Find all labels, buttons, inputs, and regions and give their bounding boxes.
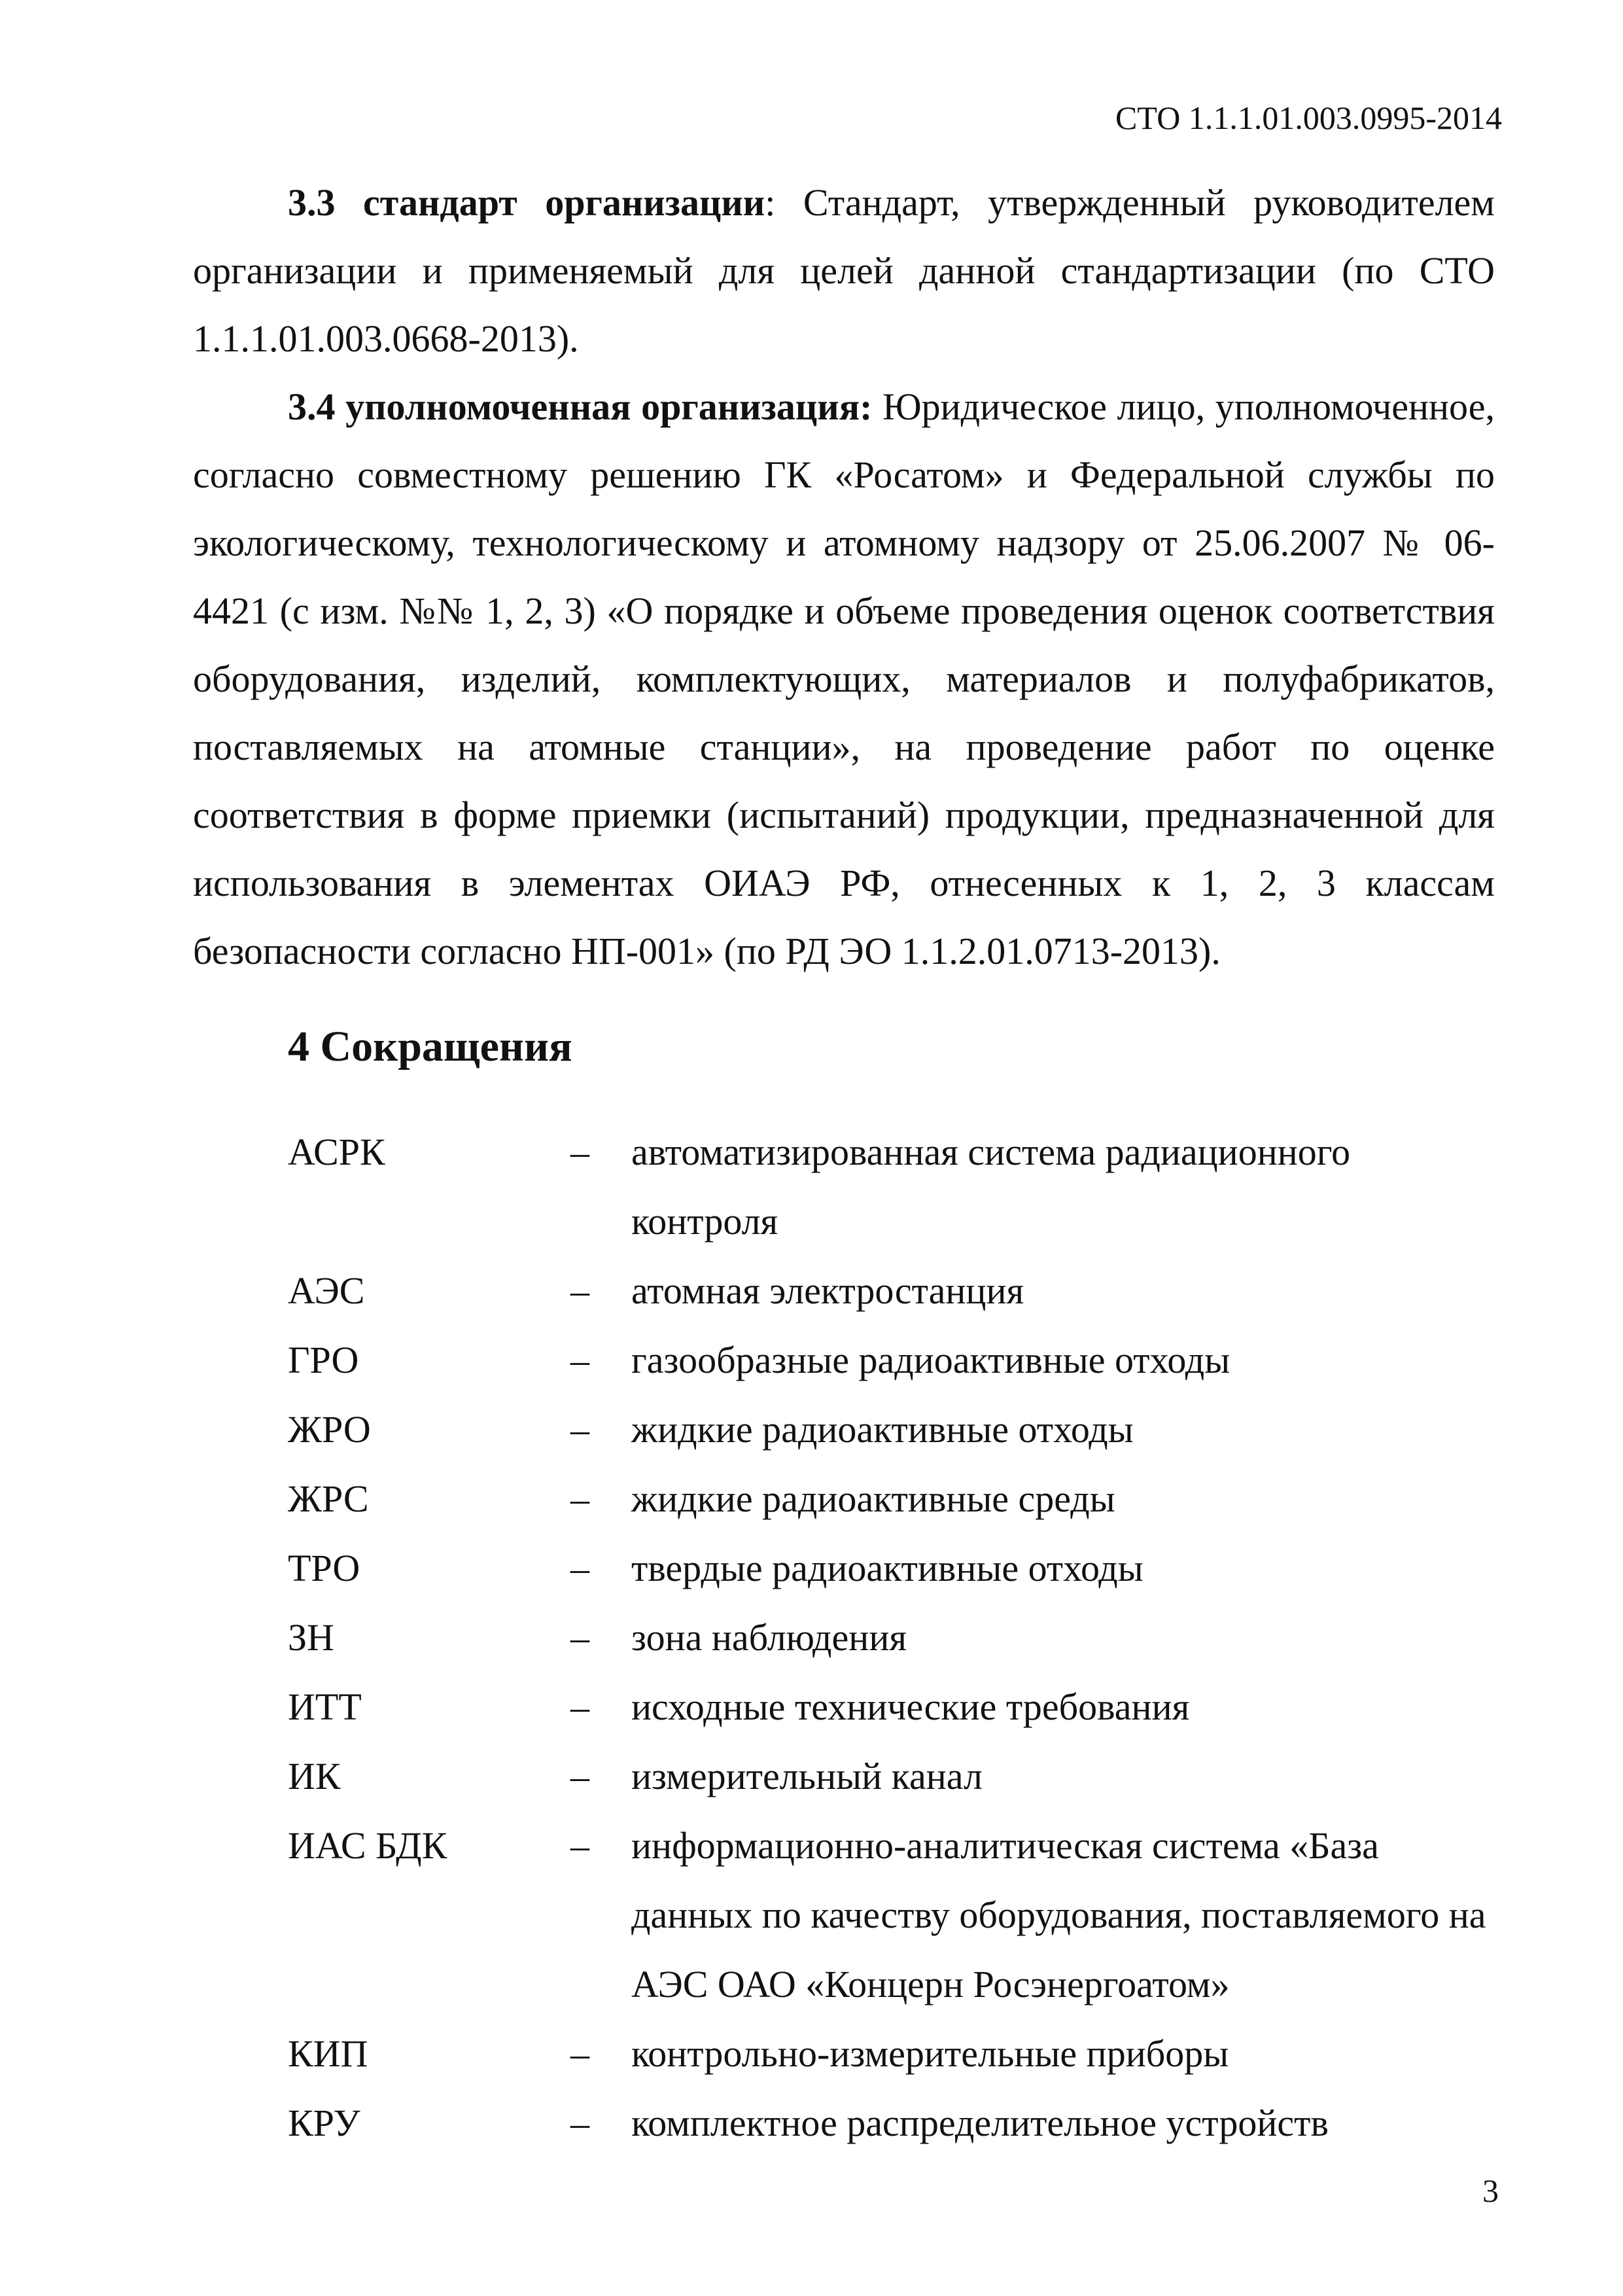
abbreviation-term: ЗН xyxy=(288,1616,334,1659)
abbreviation-row xyxy=(0,1603,1623,1672)
abbreviation-term: ГРО xyxy=(288,1339,359,1381)
abbreviation-definition: информационно-аналитическая система «База данных по качеству оборудования, поставляемого на АЭС ОАО «Концерн Росэнергоатом» xyxy=(631,1824,1486,2005)
abbreviation-definition: исходные технические требования xyxy=(631,1686,1190,1728)
abbreviation-dash: – xyxy=(570,1339,589,1381)
abbreviation-definition: жидкие радиоактивные отходы xyxy=(631,1408,1134,1451)
abbreviation-dash: – xyxy=(570,1269,589,1312)
abbreviation-term: АЭС xyxy=(288,1269,365,1312)
definition-term: 3.4 уполномоченная организация: xyxy=(288,385,873,428)
abbreviation-dash: – xyxy=(570,1408,589,1451)
abbreviation-term: КРУ xyxy=(288,2102,360,2144)
abbreviation-dash: – xyxy=(570,2102,589,2144)
abbreviation-row xyxy=(0,1742,1623,1811)
definition-text: : Стандарт, утвержденный руководителем организации и применяемый для целей данной стандартизации (по СТО 1.1.1.01.003.0668-2013). xyxy=(193,181,1495,360)
abbreviation-term: АСРК xyxy=(288,1131,385,1173)
abbreviation-term: ИТТ xyxy=(288,1686,362,1728)
abbreviation-row xyxy=(0,1672,1623,1742)
definition-text: Юридическое лицо, уполномоченное, согласно совместному решению ГК «Росатом» и Федеральной службы по экологическому, технологическому и атомному надзору от 25.06.2007 № 06-4421 (с изм. №№ 1, 2, 3) «О порядке и объеме проведения оценок соответствия оборудования, изделий, комплектующих, материалов и полуфабрикатов, поставляемых на атомные станции», на проведение работ по оценке соответствия в форме приемки (испытаний) продукции, предназначенной для использования в элементах ОИАЭ РФ, отнесенных к 1, 2, 3 классам безопасности согласно НП-001» (по РД ЭО 1.1.2.01.0713-2013). xyxy=(193,385,1495,972)
abbreviation-row xyxy=(0,2019,1623,2089)
abbreviation-dash: – xyxy=(570,1824,589,1867)
abbreviation-definition: жидкие радиоактивные среды xyxy=(631,1477,1115,1520)
page-number: 3 xyxy=(1482,2172,1499,2209)
abbreviation-row xyxy=(0,2089,1623,2158)
abbreviation-dash: – xyxy=(570,1755,589,1797)
abbreviation-term: ИАС БДК xyxy=(288,1824,447,1867)
abbreviation-dash: – xyxy=(570,1616,589,1659)
abbreviation-row xyxy=(0,1534,1623,1603)
abbreviation-row xyxy=(0,1256,1623,1326)
abbreviation-dash: – xyxy=(570,2032,589,2075)
abbreviation-definition: комплектное распределительное устройств xyxy=(631,2102,1329,2144)
abbreviation-row xyxy=(0,1118,1623,1256)
abbreviation-definition: твердые радиоактивные отходы xyxy=(631,1547,1143,1589)
section-heading: 4 Сокращения xyxy=(288,1023,572,1070)
abbreviation-dash: – xyxy=(570,1477,589,1520)
abbreviation-row xyxy=(0,1395,1623,1464)
abbreviation-dash: – xyxy=(570,1686,589,1728)
abbreviation-row xyxy=(0,1326,1623,1395)
abbreviation-definition: газообразные радиоактивные отходы xyxy=(631,1339,1230,1381)
abbreviation-term: ЖРС xyxy=(288,1477,369,1520)
abbreviation-definition: атомная электростанция xyxy=(631,1269,1024,1312)
abbreviation-list xyxy=(0,1118,1623,2158)
definition-3-3 xyxy=(193,169,1495,373)
abbreviation-dash: – xyxy=(570,1547,589,1589)
abbreviation-term: КИП xyxy=(288,2032,368,2075)
abbreviation-definition: измерительный канал xyxy=(631,1755,983,1797)
document-code: СТО 1.1.1.01.003.0995-2014 xyxy=(1115,99,1502,136)
abbreviation-definition: автоматизированная система радиационного контроля xyxy=(631,1131,1351,1243)
abbreviation-term: ИК xyxy=(288,1755,341,1797)
abbreviation-dash: – xyxy=(570,1131,589,1173)
abbreviation-term: ЖРО xyxy=(288,1408,371,1451)
abbreviation-definition: контрольно-измерительные приборы xyxy=(631,2032,1229,2075)
abbreviation-row xyxy=(0,1811,1623,2019)
abbreviation-term: ТРО xyxy=(288,1547,360,1589)
abbreviation-row xyxy=(0,1464,1623,1534)
abbreviation-definition: зона наблюдения xyxy=(631,1616,907,1659)
definition-3-4 xyxy=(193,373,1495,985)
definition-term: 3.3 стандарт организации xyxy=(288,181,765,224)
